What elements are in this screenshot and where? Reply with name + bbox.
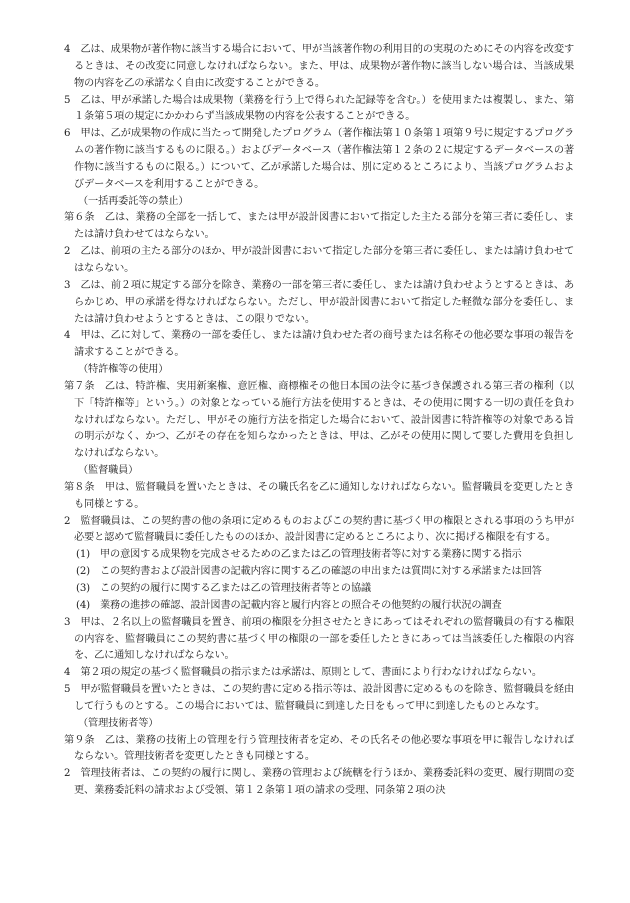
paragraph-art5-item4: 4 乙は、成果物が著作物に該当する場合において、甲が当該著作物の利用目的の実現のためにその内容を改変するときは、その改変に同意しなければならない。また、甲は、成果物が著作物に該当しない場合は、当該成果物の内容を乙の承諾なく自由に改変することができる。 [64,44,574,89]
paragraph-art5-item5: 5 乙は、甲が承諾した場合は成果物（業務を行う上で得られた記録等を含む。）を使用または複製し、また、第１条第５項の規定にかかわらず当該成果物の内容を公表することができる。 [64,94,574,123]
paragraph-art6-item4: 4 甲は、乙に対して、業務の一部を委任し、または請け負わせた者の商号または名称その他必要な事項の報告を請求することができる。 [64,330,574,359]
heading-art6: （一括再委託等の禁止） [78,195,189,207]
heading-art8: （監督職員） [78,465,139,477]
paragraph-art8-item3: 3 甲は、２名以上の監督職員を置き、前項の権限を分担させたときにあってはそれぞれの監督職員の有する権限の内容を、監督職員にこの契約書に基づく甲の権限の一部を委任したときにあっては当該委任した権限の内容を、乙に通知しなければならない。 [64,616,574,662]
heading-art9: （管理技術者等） [78,717,159,729]
paragraph-art8-main: 第８条 甲は、監督職員を置いたときは、その職氏名を乙に通知しなければならない。監督職員を変更したときも同様とする。 [64,481,574,510]
paragraph-art8-sub2: (2) この契約書および設計図書の記載内容に関する乙の確認の申出または質問に対する承諾または回答 [76,566,542,578]
paragraph-art8-item5: 5 甲が監督職員を置いたときは、この契約書に定める指示等は、設計図書に定めるものを除き、監督職員を経由して行うものとする。この場合においては、監督職員に到達した日をもって甲に到達したものとみなす。 [64,684,574,712]
paragraph-art6-item2: 2 乙は、前項の主たる部分のほか、甲が設計図書において指定した部分を第三者に委任し、または請け負わせてはならない。 [64,246,574,274]
paragraph-art8-sub1: (1) 甲の意図する成果物を完成させるための乙または乙の管理技術者等に対する業務に関する指示 [76,549,522,561]
paragraph-art9-item2: 2 管理技術者は、この契約の履行に関し、業務の管理および統轄を行うほか、業務委託料の変更、履行期間の変更、業務委託料の請求および受領、第１２条第１項の請求の受理、同条第２項の決 [64,768,574,797]
paragraph-art8-item4: 4 第２項の規定の基づく監督職員の指示または承諾は、原則として、書面により行わなければならない。 [64,667,542,679]
paragraph-art9-main: 第９条 乙は、業務の技術上の管理を行う管理技術者を定め、その氏名その他必要な事項を甲に報告しなければならない。管理技術者を変更したときも同様とする。 [64,734,574,763]
paragraph-art8-sub3: (3) この契約の履行に関する乙または乙の管理技術者等との協議 [76,583,372,594]
document-body [64,42,574,800]
paragraph-art6-item3: 3 乙は、前２項に規定する部分を除き、業務の一部を第三者に委任し、または請け負わせようとするときは、あらかじめ、甲の承諾を得なければならない。ただし、甲が設計図書において指定した軽微な部分を委任し、または請け負わせようとするときは、この限りでない。 [64,279,574,325]
paragraph-art6-main: 第６条 乙は、業務の全部を一括して、または甲が設計図書において指定した主たる部分を第三者に委任し、または請け負わせてはならない。 [64,212,574,241]
heading-art7: （特許権等の使用） [78,364,169,376]
paragraph-art7-main: 第７条 乙は、特許権、実用新案権、意匠権、商標権その他日本国の法令に基づき保護される第三者の権利（以下「特許権等」という。）の対象となっている施行方法を使用するときは、その使用に関する一切の責任を負わなければならない。ただし、甲がその施行方法を指定した場合において、設計図書に特許権等の対象である旨の明示がなく、かつ、乙がその存在を知らなかったときは、甲は、乙がその使用に関して要した費用を負担しなければならない。 [64,380,574,460]
paragraph-art8-item2: 2 監督職員は、この契約書の他の条項に定めるものおよびこの契約書に基づく甲の権限とされる事項のうち甲が必要と認めて監督職員に委任したもののほか、設計図書に定めるところにより、次に掲げる権限を有する。 [64,515,574,544]
paragraph-art8-sub4: (4) 業務の進捗の確認、設計図書の記載内容と履行内容との照合その他契約の履行状況の調査 [76,599,502,611]
paragraph-art5-item6: 6 甲は、乙が成果物の作成に当たって開発したプログラム（著作権法第１０条第１項第９号に規定するプログラムの著作物に該当するものに限る。）およびデータベース（著作権法第１２条の２に規定するデータベースの著作物に該当するものに限る。）について、乙が承諾した場合は、別に定めるところにより、当該プログラムおよびデータベースを利用することができる。 [64,128,574,190]
